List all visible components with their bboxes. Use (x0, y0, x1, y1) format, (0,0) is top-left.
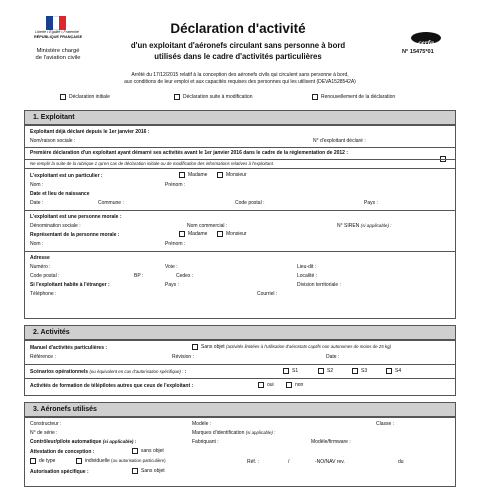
adresse-bp: BP : (134, 273, 144, 279)
representant-prenom: Prénom : (165, 241, 186, 247)
adresse-lieu-dit: Lieu-dit : (297, 264, 317, 270)
ref-label: Réf. : (247, 459, 259, 465)
adresse-cedex: Cedex : (176, 273, 194, 279)
particulier-prenom: Prénom : (165, 182, 186, 188)
morale-label: L'exploitant est une personne morale : (30, 214, 122, 220)
checkbox[interactable] (174, 94, 180, 100)
divider (24, 251, 456, 252)
siren-label: N° SIREN (si applicable) : (337, 223, 392, 229)
marques-label: Marques d'identification (si applicable) : (192, 430, 276, 436)
cerfa-number: N° 15475*01 (402, 49, 434, 55)
etranger-label: Si l'exploitant habite à l'étranger : (30, 282, 110, 288)
etranger-pays: Pays : (165, 282, 179, 288)
formation-non[interactable]: non (286, 382, 303, 388)
representant-monsieur[interactable]: Monsieur (217, 231, 247, 237)
firmware-label: Modèle/firmware : (311, 439, 351, 445)
adresse-localite: Localité : (297, 273, 318, 279)
adresse-code-postal: Code postal : (30, 273, 60, 279)
autorisation-label: Autorisation spécifique : (30, 469, 89, 475)
attestation-label: Attestation de conception : (30, 449, 95, 455)
particulier-nom: Nom : (30, 182, 44, 188)
attestation-individuelle[interactable]: individuelle (ou autorisation particulière) (76, 458, 166, 464)
nom-commercial-label: Nom commercial : (187, 223, 228, 229)
ref-slash: / (288, 459, 290, 465)
republique-logo (34, 16, 83, 40)
logo-motto: Liberté • Égalité • Fraternité (35, 30, 79, 34)
page-title: Déclaration d'activité (170, 21, 306, 36)
naissance-date: Date : (30, 200, 44, 206)
autorisation-sans-objet[interactable]: Sans objet (132, 468, 165, 474)
date-lieu-label: Date et lieu de naissance (30, 191, 90, 197)
manuel-date: Date : (326, 354, 340, 360)
divider (24, 168, 456, 169)
divider (24, 378, 456, 379)
attestation-de-type[interactable]: de type (30, 458, 55, 464)
adresse-voie: Voie : (165, 264, 178, 270)
section-2-header: 2. Activités (24, 325, 456, 340)
section-3-header: 3. Aéronefs utilisés (24, 402, 456, 417)
scenarios-label: Scénarios opérationnels (ou équivalent en cas d'autorisation spécifique) : : (30, 369, 187, 375)
serie-label: N° de série : (30, 430, 58, 436)
courriel-label: Courriel : (257, 291, 278, 297)
particulier-monsieur[interactable]: Monsieur (217, 172, 247, 178)
marianne-emblem (46, 16, 66, 30)
fabricant-label: Fabriquant : (192, 439, 219, 445)
modele-label: Modèle : (192, 421, 212, 427)
particulier-label: L'exploitant est un particulier : (30, 173, 103, 179)
manuel-reference: Référence : (30, 354, 56, 360)
nom-raison-label: Nom/raison sociale : (30, 138, 76, 144)
checkbox[interactable] (312, 94, 318, 100)
naissance-pays: Pays : (364, 200, 378, 206)
controleur-label: Contrôleur/pilote automatique (si applicable) : (30, 439, 137, 445)
representant-nom: Nom : (30, 241, 44, 247)
formation-oui[interactable]: oui (258, 382, 274, 388)
divider (24, 147, 456, 148)
scenario-s2[interactable]: S2 (318, 368, 333, 374)
denomination-label: Dénomination sociale : (30, 223, 81, 229)
arrete-line-1: Arrêté du 17/12/2015 relatif à la conception des aéronefs civils qui circulent sans personne à bord, (131, 72, 349, 78)
manuel-sans-objet[interactable]: Sans objet (activités limitées à l'utilisation d'aérostats captifs non autonomes de moins de 25 kg) (192, 344, 391, 350)
representant-madame[interactable]: Madame (179, 231, 207, 237)
ministry-label: Ministère chargé de l'aviation civile (35, 48, 81, 61)
scenario-s4[interactable]: S4 (386, 368, 401, 374)
adresse-numero: Numéro : (30, 264, 51, 270)
classe-label: Classe : (376, 421, 395, 427)
telephone-label: Téléphone : (30, 291, 57, 297)
option-initiale[interactable]: Déclaration initiale (60, 94, 110, 100)
option-modification[interactable]: Déclaration suite à modification (174, 94, 252, 100)
nonav-label: -NO/NAV rev. (315, 459, 345, 465)
manuel-revision: Révision : (172, 354, 194, 360)
page-subtitle-2: utilisés dans le cadre d'activités particulières (154, 52, 322, 61)
constructeur-label: Constructeur : (30, 421, 62, 427)
attestation-sans-objet[interactable]: sans objet (132, 448, 164, 454)
num-exploitant-label: N° d'exploitant déclaré : (313, 138, 366, 144)
division-territoriale: Division territoriale : (297, 282, 341, 288)
divider (24, 364, 456, 365)
formation-label: Activités de formation de télépilotes autres que ceux de l'exploitant : (30, 383, 194, 389)
premiere-declaration-label: Première déclaration d'un exploitant ayant démarré ses activités avant le 1er janvier 2016 dans le cadre de la réglementation de 2012 : (30, 150, 348, 156)
checkbox[interactable] (60, 94, 66, 100)
scenario-s1[interactable]: S1 (283, 368, 298, 374)
arrete-line-2: aux conditions de leur emploi et aux capacités requises des personnes qui les utilisent (DEVA1528542A) (124, 79, 356, 85)
logo-republique: RÉPUBLIQUE FRANÇAISE (34, 35, 83, 39)
manuel-label: Manuel d'activités particulières : (30, 345, 108, 351)
representant-label: Représentant de la personne morale : (30, 232, 120, 238)
page-subtitle-1: d'un exploitant d'aéronefs circulant sans personne à bord (130, 41, 346, 50)
divider (24, 159, 456, 160)
divider (24, 210, 456, 211)
deja-declare-label: Exploitant déjà déclaré depuis le 1er janvier 2016 : (30, 129, 150, 135)
option-renouvellement[interactable]: Renouvellement de la déclaration (312, 94, 395, 100)
section-1-header: 1. Exploitant (24, 110, 456, 125)
naissance-commune: Commune : (98, 200, 124, 206)
scenario-s3[interactable]: S3 (352, 368, 367, 374)
cerfa-logo: cerfa (411, 32, 441, 44)
naissance-code-postal: Code postal : (235, 200, 265, 206)
du-label: du (398, 459, 404, 465)
note-rubrique: Ne remplir la suite de la rubrique 1 qu'en cas de déclaration initiale ou de modification des informations relatives à l'exploitant. (30, 161, 275, 166)
particulier-madame[interactable]: Madame (179, 172, 207, 178)
adresse-label: Adresse (30, 255, 50, 261)
